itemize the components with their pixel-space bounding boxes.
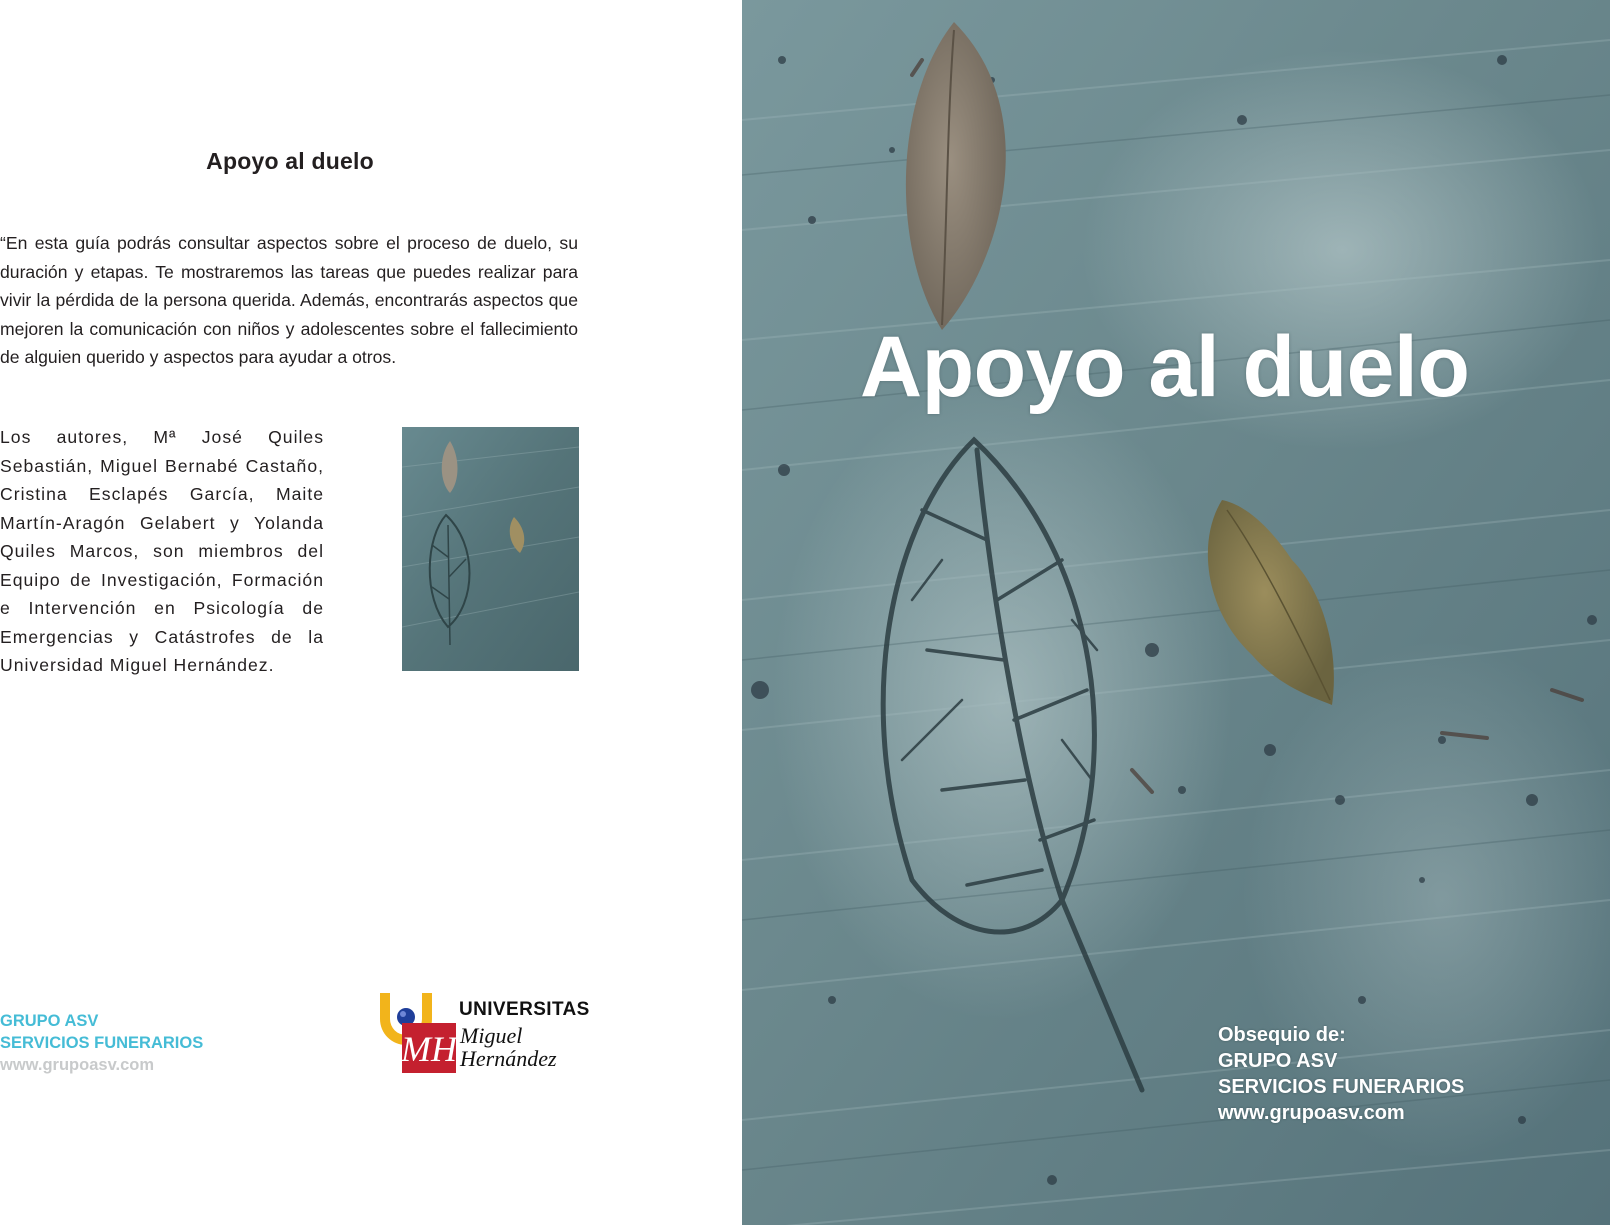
university-name-line2: Miguel (460, 1023, 523, 1048)
publisher-url: www.grupoasv.com (0, 1056, 155, 1074)
front-cover (742, 0, 1610, 1225)
gift-service: SERVICIOS FUNERARIOS (1218, 1076, 1465, 1098)
svg-text:MH: MH (401, 1029, 457, 1069)
back-cover (0, 0, 742, 1225)
gift-label: Obsequio de: (1218, 1024, 1346, 1046)
university-name-line3: Hernández (460, 1046, 557, 1071)
university-logo (378, 993, 590, 1077)
cover-photo-leaves-on-concrete (742, 0, 1610, 1225)
back-cover-title: Apoyo al duelo (206, 148, 374, 174)
back-cover-authors: Los autores, Mª José Quiles Sebastián, Miguel Bernabé Castaño, Cristina Esclapés García, Maite Martín-Aragón Gelabert y Yolanda Quiles Marcos, son miembros del Equipo de Investigación, Formación e Intervención en Psicología de Emergencias y Catástrofes de la Universidad Miguel Hernández. (0, 427, 324, 675)
gift-company: GRUPO ASV (1218, 1050, 1338, 1072)
gift-info (1218, 1022, 1464, 1126)
publisher-info (0, 1010, 203, 1076)
publisher-name: GRUPO ASV (0, 1012, 99, 1030)
university-name-line1: UNIVERSITAS (459, 999, 590, 1020)
cover-thumbnail-image (402, 427, 579, 671)
front-cover-title: Apoyo al duelo (860, 319, 1470, 415)
gift-url: www.grupoasv.com (1218, 1102, 1405, 1124)
back-cover-description: “En esta guía podrás consultar aspectos sobre el proceso de duelo, su duración y etapas. Te mostraremos las tareas que puedes realizar para vivir la pérdida de la persona querida. Además, encontrarás aspectos que mejoren la comunicación con niños y adolescentes sobre el fallecimiento de alguien querido y aspectos para ayudar a otros. (0, 233, 578, 367)
publisher-service: SERVICIOS FUNERARIOS (0, 1034, 204, 1052)
